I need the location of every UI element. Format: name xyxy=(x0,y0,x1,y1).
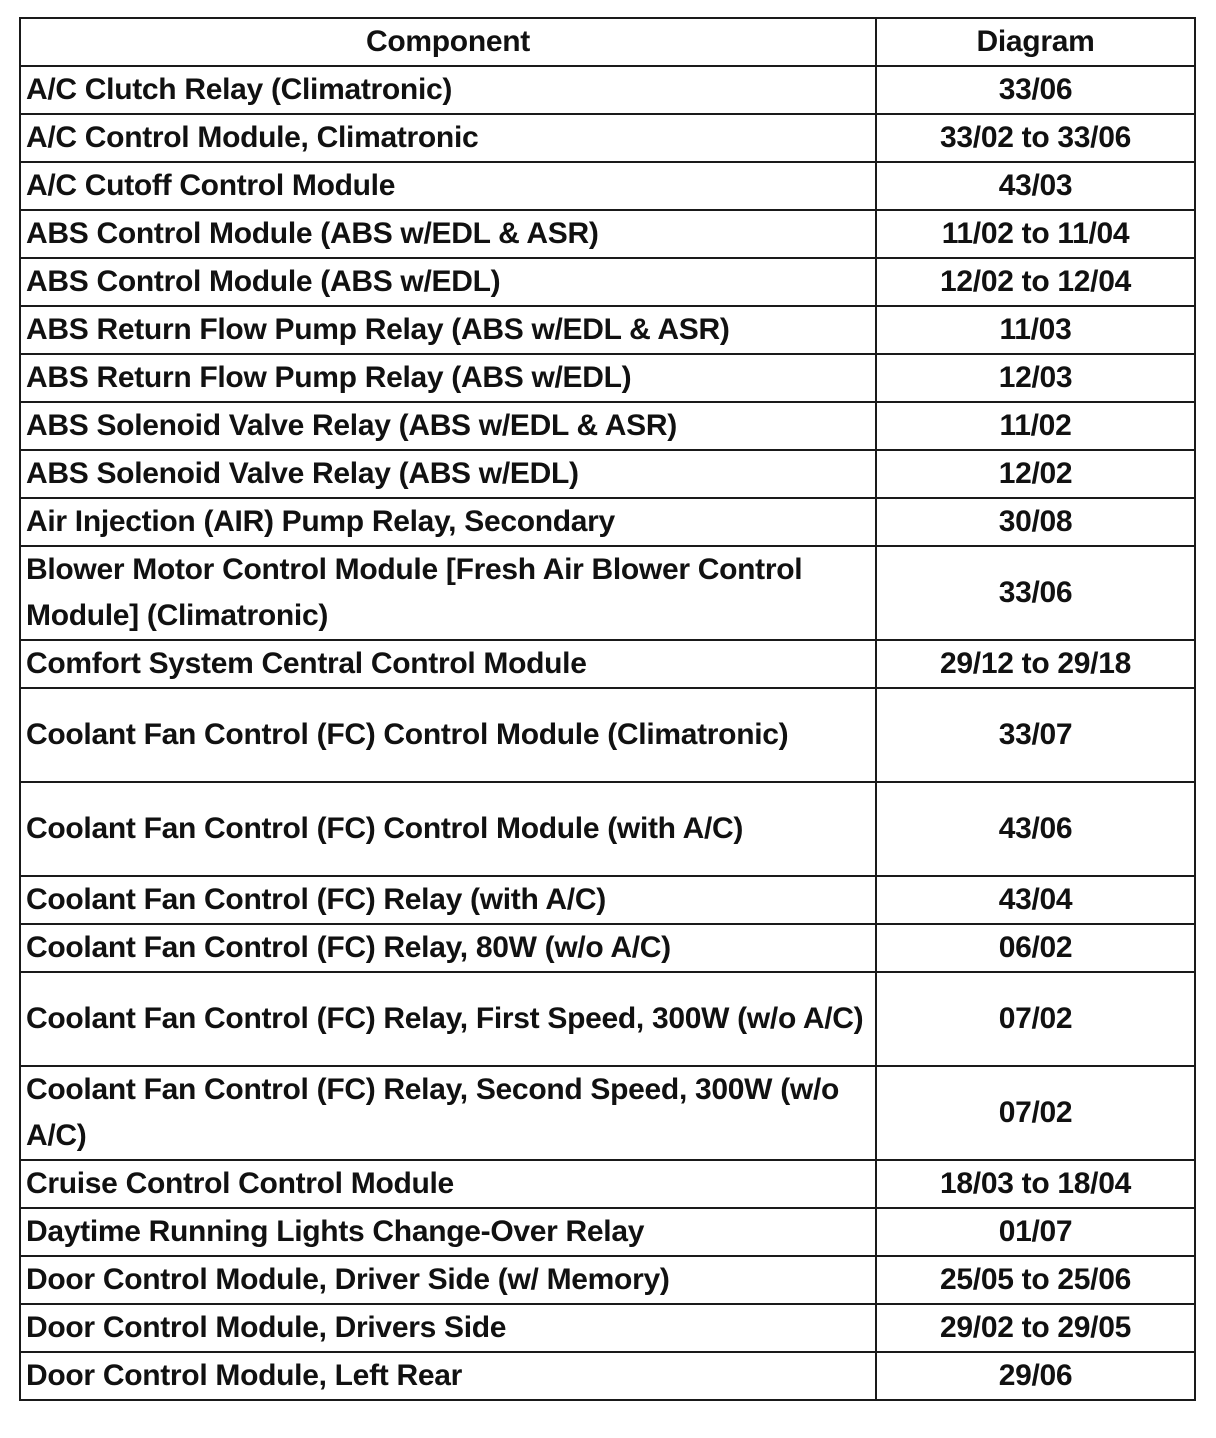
component-diagram-table-container xyxy=(19,17,1194,1401)
component-cell: Air Injection (AIR) Pump Relay, Secondary xyxy=(20,498,876,546)
component-cell: ABS Control Module (ABS w/EDL & ASR) xyxy=(20,210,876,258)
table-row xyxy=(20,1256,1195,1304)
diagram-cell: 11/02 xyxy=(876,402,1195,450)
component-cell: Coolant Fan Control (FC) Control Module (Climatronic) xyxy=(20,688,876,782)
component-cell: Daytime Running Lights Change-Over Relay xyxy=(20,1208,876,1256)
table-row xyxy=(20,498,1195,546)
component-cell: Coolant Fan Control (FC) Control Module (with A/C) xyxy=(20,782,876,876)
header-row xyxy=(20,18,1195,66)
diagram-cell: 43/06 xyxy=(876,782,1195,876)
diagram-cell: 11/02 to 11/04 xyxy=(876,210,1195,258)
component-cell: Coolant Fan Control (FC) Relay, Second Speed, 300W (w/o A/C) xyxy=(20,1066,876,1160)
table-row xyxy=(20,114,1195,162)
diagram-cell: 01/07 xyxy=(876,1208,1195,1256)
diagram-cell: 43/04 xyxy=(876,876,1195,924)
diagram-cell: 07/02 xyxy=(876,1066,1195,1160)
table-row xyxy=(20,354,1195,402)
diagram-cell: 12/03 xyxy=(876,354,1195,402)
table-row xyxy=(20,450,1195,498)
component-cell: ABS Solenoid Valve Relay (ABS w/EDL) xyxy=(20,450,876,498)
table-row xyxy=(20,1352,1195,1400)
table-row xyxy=(20,782,1195,876)
component-cell: Door Control Module, Left Rear xyxy=(20,1352,876,1400)
table-row xyxy=(20,162,1195,210)
component-cell: ABS Solenoid Valve Relay (ABS w/EDL & ASR) xyxy=(20,402,876,450)
diagram-cell: 33/06 xyxy=(876,546,1195,640)
table-row xyxy=(20,258,1195,306)
table-row xyxy=(20,1160,1195,1208)
diagram-cell: 33/02 to 33/06 xyxy=(876,114,1195,162)
table-row xyxy=(20,66,1195,114)
component-cell: Coolant Fan Control (FC) Relay, 80W (w/o A/C) xyxy=(20,924,876,972)
component-cell: Comfort System Central Control Module xyxy=(20,640,876,688)
table-row xyxy=(20,876,1195,924)
component-cell: ABS Control Module (ABS w/EDL) xyxy=(20,258,876,306)
diagram-cell: 33/06 xyxy=(876,66,1195,114)
table-row xyxy=(20,688,1195,782)
diagram-cell: 29/02 to 29/05 xyxy=(876,1304,1195,1352)
diagram-cell: 30/08 xyxy=(876,498,1195,546)
component-cell: Door Control Module, Drivers Side xyxy=(20,1304,876,1352)
diagram-cell: 11/03 xyxy=(876,306,1195,354)
table-row xyxy=(20,972,1195,1066)
component-cell: ABS Return Flow Pump Relay (ABS w/EDL) xyxy=(20,354,876,402)
component-cell: Blower Motor Control Module [Fresh Air Blower Control Module] (Climatronic) xyxy=(20,546,876,640)
diagram-cell: 12/02 to 12/04 xyxy=(876,258,1195,306)
diagram-cell: 12/02 xyxy=(876,450,1195,498)
diagram-cell: 06/02 xyxy=(876,924,1195,972)
diagram-cell: 18/03 to 18/04 xyxy=(876,1160,1195,1208)
table-row xyxy=(20,546,1195,640)
header-diagram: Diagram xyxy=(876,18,1195,66)
component-cell: A/C Clutch Relay (Climatronic) xyxy=(20,66,876,114)
component-cell: ABS Return Flow Pump Relay (ABS w/EDL & ASR) xyxy=(20,306,876,354)
table-row xyxy=(20,306,1195,354)
component-cell: A/C Control Module, Climatronic xyxy=(20,114,876,162)
component-cell: Door Control Module, Driver Side (w/ Memory) xyxy=(20,1256,876,1304)
table-row xyxy=(20,640,1195,688)
component-cell: Coolant Fan Control (FC) Relay (with A/C) xyxy=(20,876,876,924)
component-cell: A/C Cutoff Control Module xyxy=(20,162,876,210)
diagram-cell: 33/07 xyxy=(876,688,1195,782)
component-diagram-table xyxy=(19,17,1196,1401)
diagram-cell: 07/02 xyxy=(876,972,1195,1066)
diagram-cell: 25/05 to 25/06 xyxy=(876,1256,1195,1304)
diagram-cell: 43/03 xyxy=(876,162,1195,210)
component-cell: Cruise Control Control Module xyxy=(20,1160,876,1208)
table-row xyxy=(20,1208,1195,1256)
table-row xyxy=(20,210,1195,258)
table-row xyxy=(20,1304,1195,1352)
header-component: Component xyxy=(20,18,876,66)
table-header xyxy=(20,18,1195,66)
component-cell: Coolant Fan Control (FC) Relay, First Speed, 300W (w/o A/C) xyxy=(20,972,876,1066)
diagram-cell: 29/06 xyxy=(876,1352,1195,1400)
table-row xyxy=(20,402,1195,450)
table-row xyxy=(20,1066,1195,1160)
diagram-cell: 29/12 to 29/18 xyxy=(876,640,1195,688)
table-row xyxy=(20,924,1195,972)
table-body xyxy=(20,66,1195,1400)
